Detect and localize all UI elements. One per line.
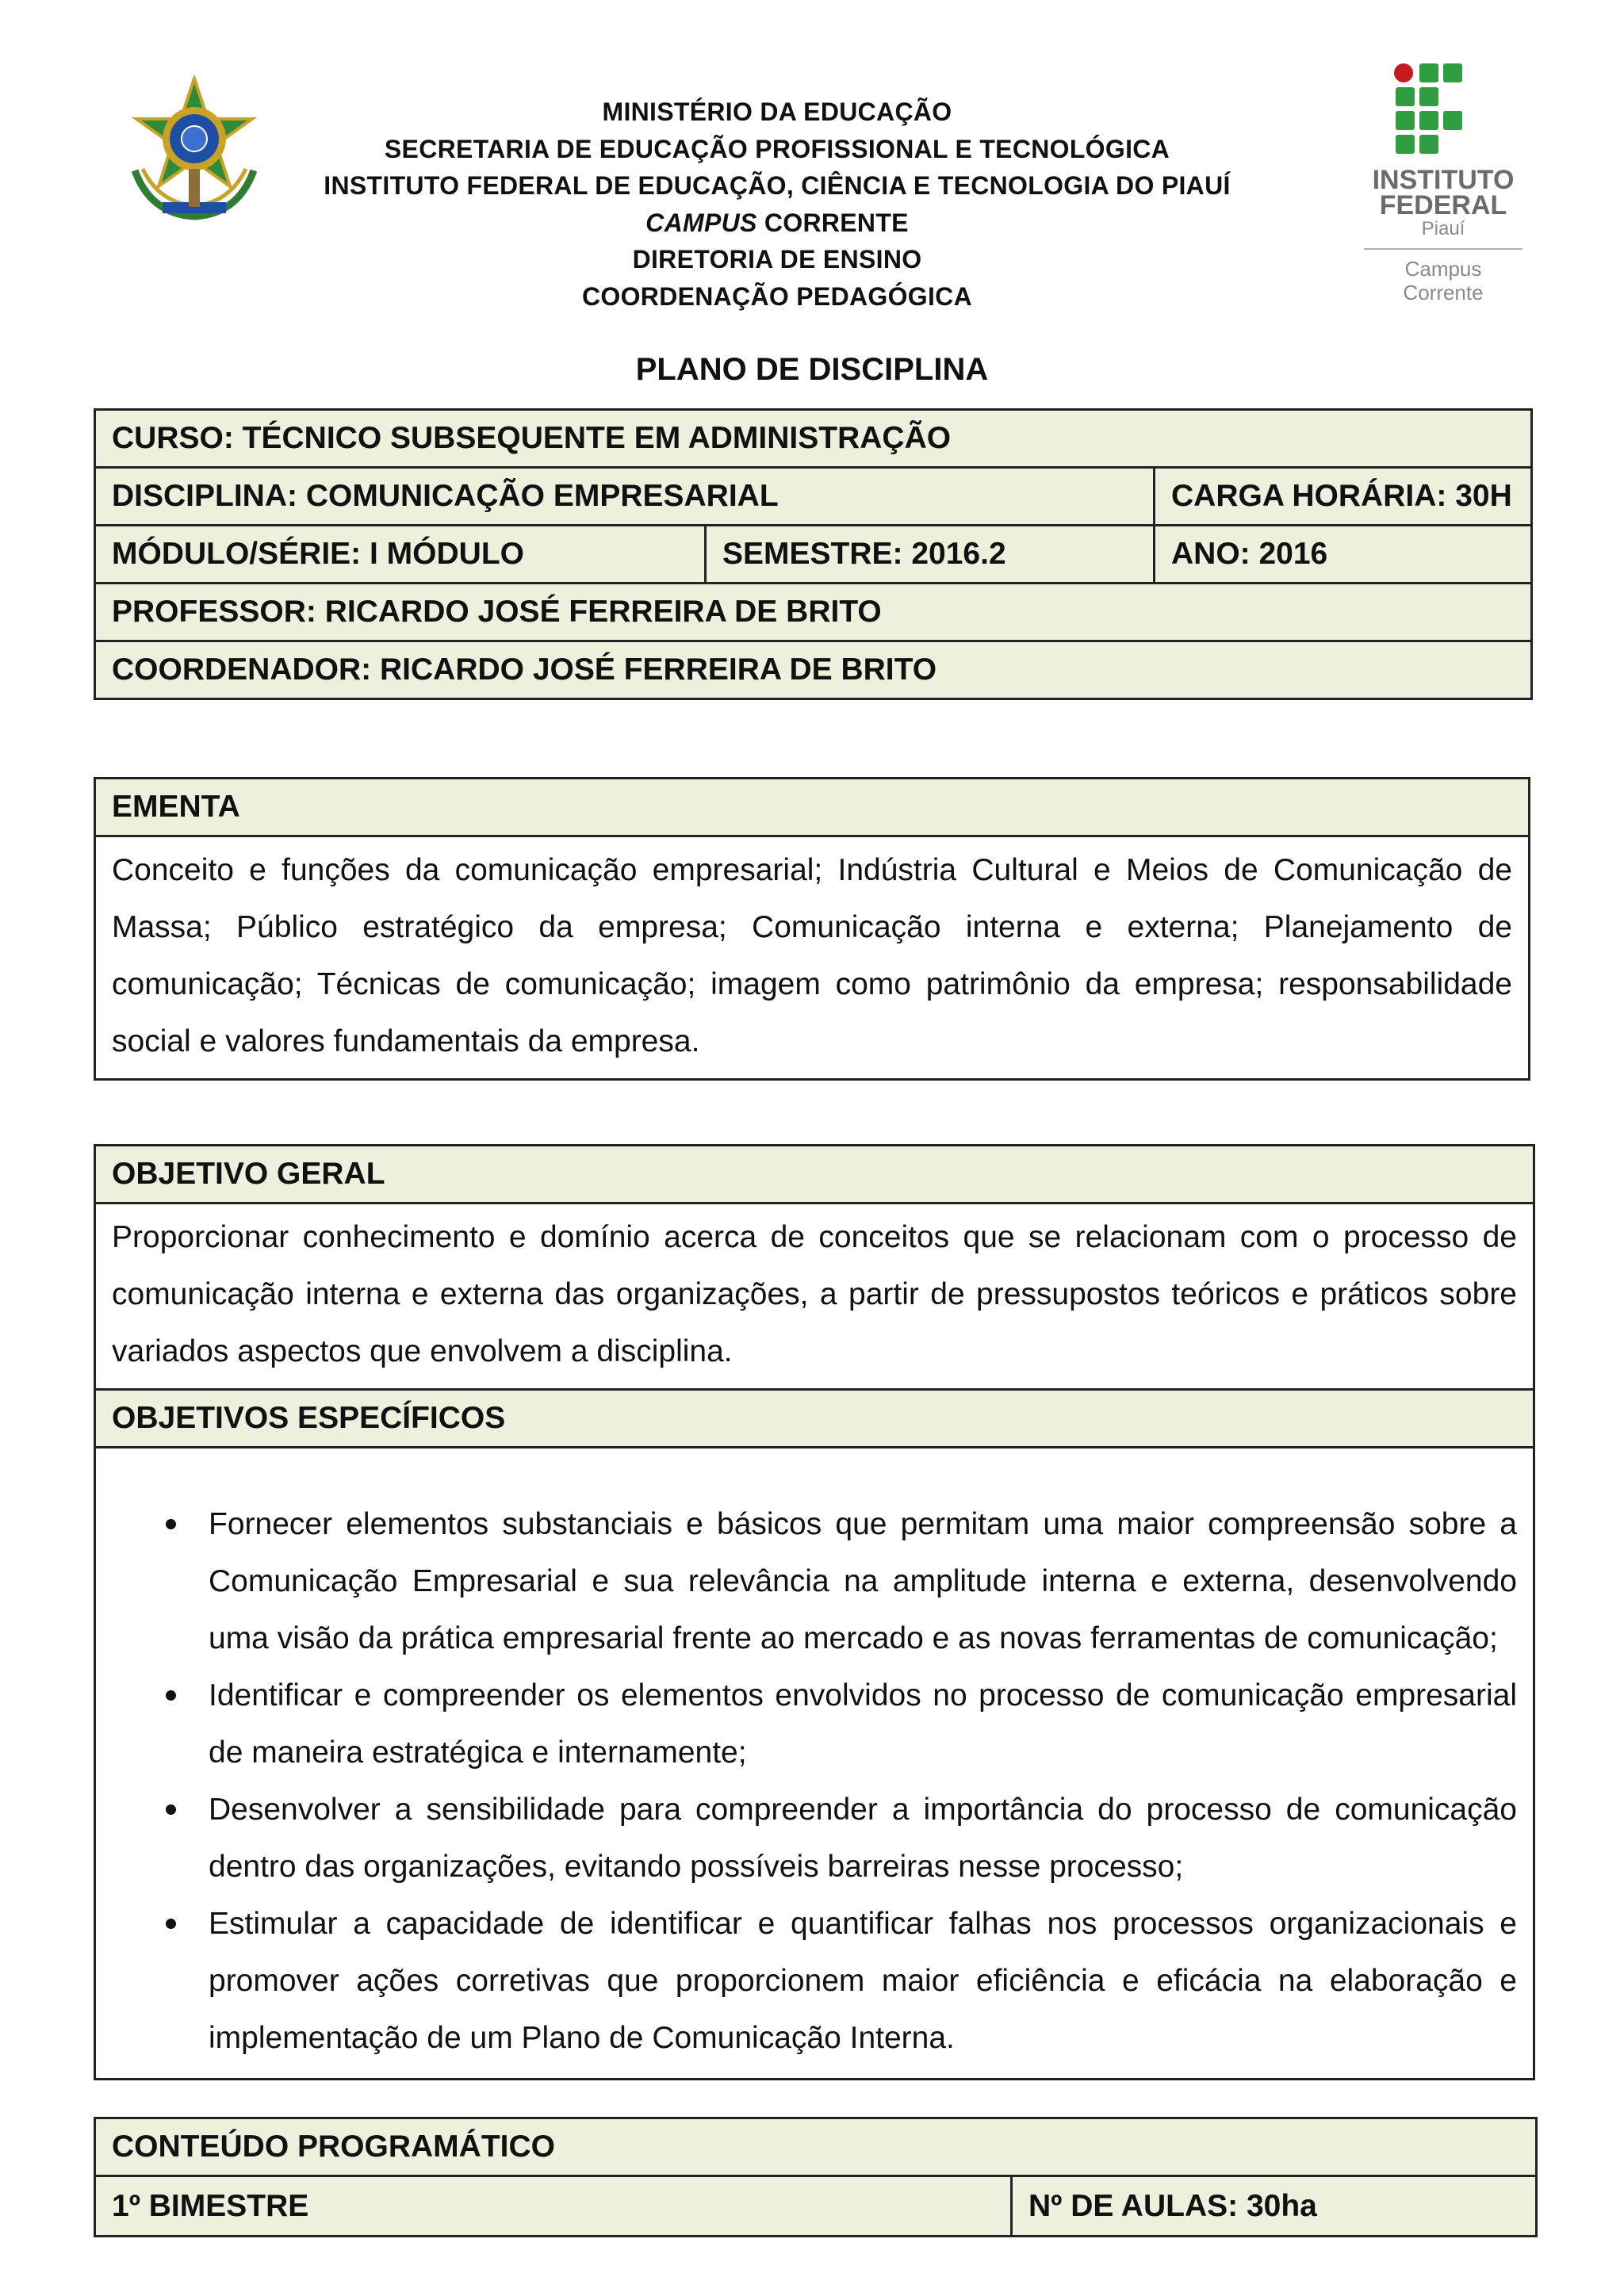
header-line-campus xyxy=(301,205,1253,242)
conteudo-heading: CONTEÚDO PROGRAMÁTICO xyxy=(95,2118,1537,2176)
document-header xyxy=(301,94,1253,315)
conteudo-table xyxy=(94,2117,1538,2237)
modulo-cell: MÓDULO/SÉRIE: I MÓDULO xyxy=(95,526,706,584)
header-line-coordenacao: COORDENAÇÃO PEDAGÓGICA xyxy=(582,281,972,311)
ementa-table xyxy=(94,777,1530,1081)
course-info-table xyxy=(94,408,1533,700)
header-line-ministerio: MINISTÉRIO DA EDUCAÇÃO xyxy=(602,98,952,126)
objetivo-item-text: Desenvolver a sensibilidade para compreender a importância do processo de comunicação dentro das organizações, evitando possíveis barreiras nesse processo; xyxy=(209,1793,1517,1884)
bullet-icon xyxy=(166,1919,176,1929)
professor-cell: PROFESSOR: RICARDO JOSÉ FERREIRA DE BRITO xyxy=(95,584,1532,641)
header-line-secretaria: SECRETARIA DE EDUCAÇÃO PROFISSIONAL E TECNOLÓGICA xyxy=(384,134,1170,163)
objetivos-especificos-heading: OBJETIVOS ESPECÍFICOS xyxy=(95,1390,1534,1448)
page-title: PLANO DE DISCIPLINA xyxy=(635,352,989,387)
objetivo-item-text: Estimular a capacidade de identificar e quantificar falhas nos processos organizacionais e promover ações corretivas que proporcionem maior eficiência e eficácia na elaboração e implementação de um Plano de Comunicação Interna. xyxy=(209,1907,1517,2055)
aulas-cell: Nº DE AULAS: 30ha xyxy=(1012,2176,1537,2237)
bullet-icon xyxy=(166,1804,176,1815)
objetivo-geral-heading: OBJETIVO GERAL xyxy=(95,1146,1534,1203)
semestre-cell: SEMESTRE: 2016.2 xyxy=(706,526,1155,584)
objetivos-table xyxy=(94,1144,1535,2080)
disciplina-cell: DISCIPLINA: COMUNICAÇÃO EMPRESARIAL xyxy=(95,468,1155,526)
list-item xyxy=(112,1667,1517,1781)
bimestre-cell: 1º BIMESTRE xyxy=(95,2176,1012,2237)
objetivo-geral-text: Proporcionar conhecimento e domínio acerca de conceitos que se relacionam com o processo de comunicação interna e externa das organizações, a partir de pressupostos teóricos e práticos sobre variados aspectos que envolvem a disciplina. xyxy=(95,1203,1534,1390)
header-line-instituto: INSTITUTO FEDERAL DE EDUCAÇÃO, CIÊNCIA E TECNOLOGIA DO PIAUÍ xyxy=(324,171,1231,200)
objetivo-item-text: Fornecer elementos substanciais e básicos que permitam uma maior compreensão sobre a Comunicação Empresarial e sua relevância na amplitude interna e externa, desenvolvendo uma visão da prática empresarial frente ao mercado e as novas ferramentas de comunicação; xyxy=(209,1507,1517,1655)
campus-name: CORRENTE xyxy=(764,208,909,237)
list-item xyxy=(112,1496,1517,1667)
ementa-heading: EMENTA xyxy=(95,779,1530,836)
logo-federal-text: FEDERAL xyxy=(1379,190,1507,220)
campus-label: CAMPUS xyxy=(645,208,757,237)
objetivos-especificos-body xyxy=(95,1448,1534,2080)
logo-campus-text: Campus xyxy=(1404,257,1482,281)
carga-horaria-cell: CARGA HORÁRIA: 30H xyxy=(1155,468,1532,526)
logo-corrente-text: Corrente xyxy=(1403,281,1484,304)
instituto-federal-logo xyxy=(1356,62,1530,316)
objetivos-list xyxy=(112,1448,1517,2078)
header-line-diretoria: DIRETORIA DE ENSINO xyxy=(632,245,922,274)
logo-piaui-text: Piauí xyxy=(1421,218,1465,239)
ementa-text: Conceito e funções da comunicação empresarial; Indústria Cultural e Meios de Comunicação de Massa; Público estratégico da empresa; Comunicação interna e externa; Planejamento de comunicação; Técnicas de comunicação; imagem como patrimônio da empresa; responsabilidade social e valores fundamentais da empresa. xyxy=(95,836,1530,1080)
list-item xyxy=(112,1781,1517,1896)
bullet-icon xyxy=(166,1519,176,1529)
objetivo-item-text: Identificar e compreender os elementos envolvidos no processo de comunicação empresarial de maneira estratégica e internamente; xyxy=(209,1678,1517,1770)
curso-cell: CURSO: TÉCNICO SUBSEQUENTE EM ADMINISTRAÇÃO xyxy=(95,410,1532,468)
brazao-republica-logo xyxy=(119,75,270,226)
logo-instituto-text: INSTITUTO xyxy=(1372,165,1515,195)
list-item xyxy=(112,1896,1517,2067)
ano-cell: ANO: 2016 xyxy=(1155,526,1532,584)
coordenador-cell: COORDENADOR: RICARDO JOSÉ FERREIRA DE BRITO xyxy=(95,641,1532,699)
bullet-icon xyxy=(166,1690,176,1701)
